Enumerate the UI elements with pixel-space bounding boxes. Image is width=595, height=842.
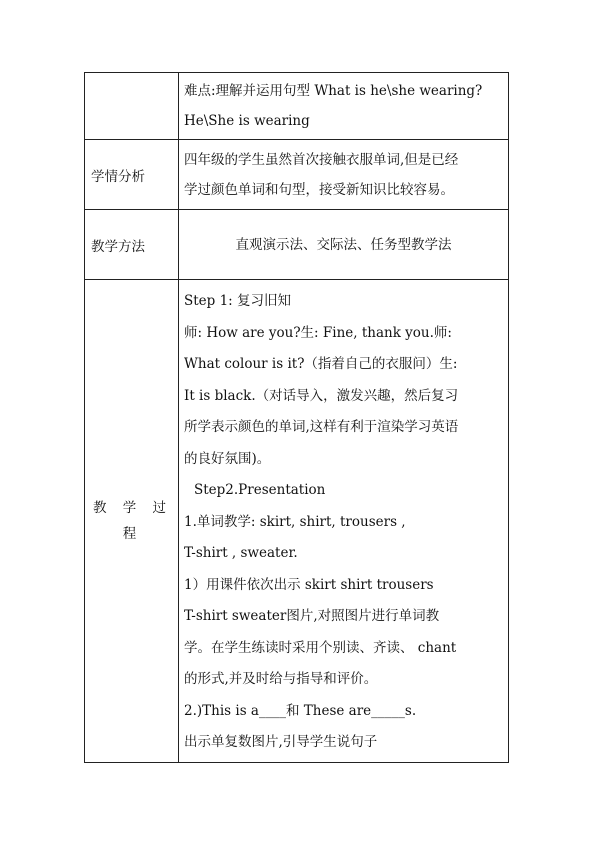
teaching-method-line-1: 直观演示法、交际法、任务型教学法 [235,236,452,253]
lesson-plan-table [84,72,509,763]
row-label-teaching-method: 教学方法 [85,210,179,280]
process-line-1: Step 1: 复习旧知 [184,293,292,309]
process-line-3: What colour is it?（指着自己的衣服问）生: [184,356,458,372]
table-row-difficulty [85,73,509,140]
process-line-14: 2.)This is a____和 These are_____s. [184,702,417,719]
row-label-empty [85,73,179,140]
process-line-11: T-shirt sweater图片,对照图片进行单词教 [184,608,440,624]
student-analysis-line-1: 四年级的学生虽然首次接触衣服单词,但是已经 [184,151,459,168]
student-analysis-line-2: 学过颜色单词和句型，接受新知识比较容易。 [184,181,454,198]
process-line-4: It is black.（对话导入，激发兴趣，然后复习 [184,387,459,404]
table-row-teaching-method [85,210,509,280]
process-line-2: 师: How are you?生: Fine, thank you.师: [184,324,452,341]
difficulty-line-2: He\She is wearing [184,113,310,129]
process-line-6: 的良好氛围)。 [184,450,271,467]
table-row-student-analysis [85,140,509,210]
process-line-9: T-shirt , sweater. [184,545,298,561]
table-row-teaching-process [85,280,509,763]
row-label-teaching-process: 教 学 过 程 [85,280,179,763]
process-line-7: Step2.Presentation [194,482,326,498]
process-line-8: 1.单词教学: skirt, shirt, trousers , [184,513,406,530]
teaching-method-content [179,210,509,280]
row-label-student-analysis: 学情分析 [85,140,179,210]
process-line-12: 学。在学生练读时采用个别读、齐读、 chant [184,639,457,656]
process-line-13: 的形式,并及时给与指导和评价。 [184,671,378,687]
teaching-process-content [179,280,509,763]
difficulty-line-1: 难点:理解并运用句型 What is he\she wearing? [184,83,483,99]
difficulty-content [179,73,509,140]
process-line-15: 出示单复数图片,引导学生说句子 [184,734,378,750]
process-line-5: 所学表示颜色的单词,这样有利于渲染学习英语 [184,419,459,435]
student-analysis-content [179,140,509,210]
process-line-10: 1）用课件依次出示 skirt shirt trousers [184,576,434,593]
